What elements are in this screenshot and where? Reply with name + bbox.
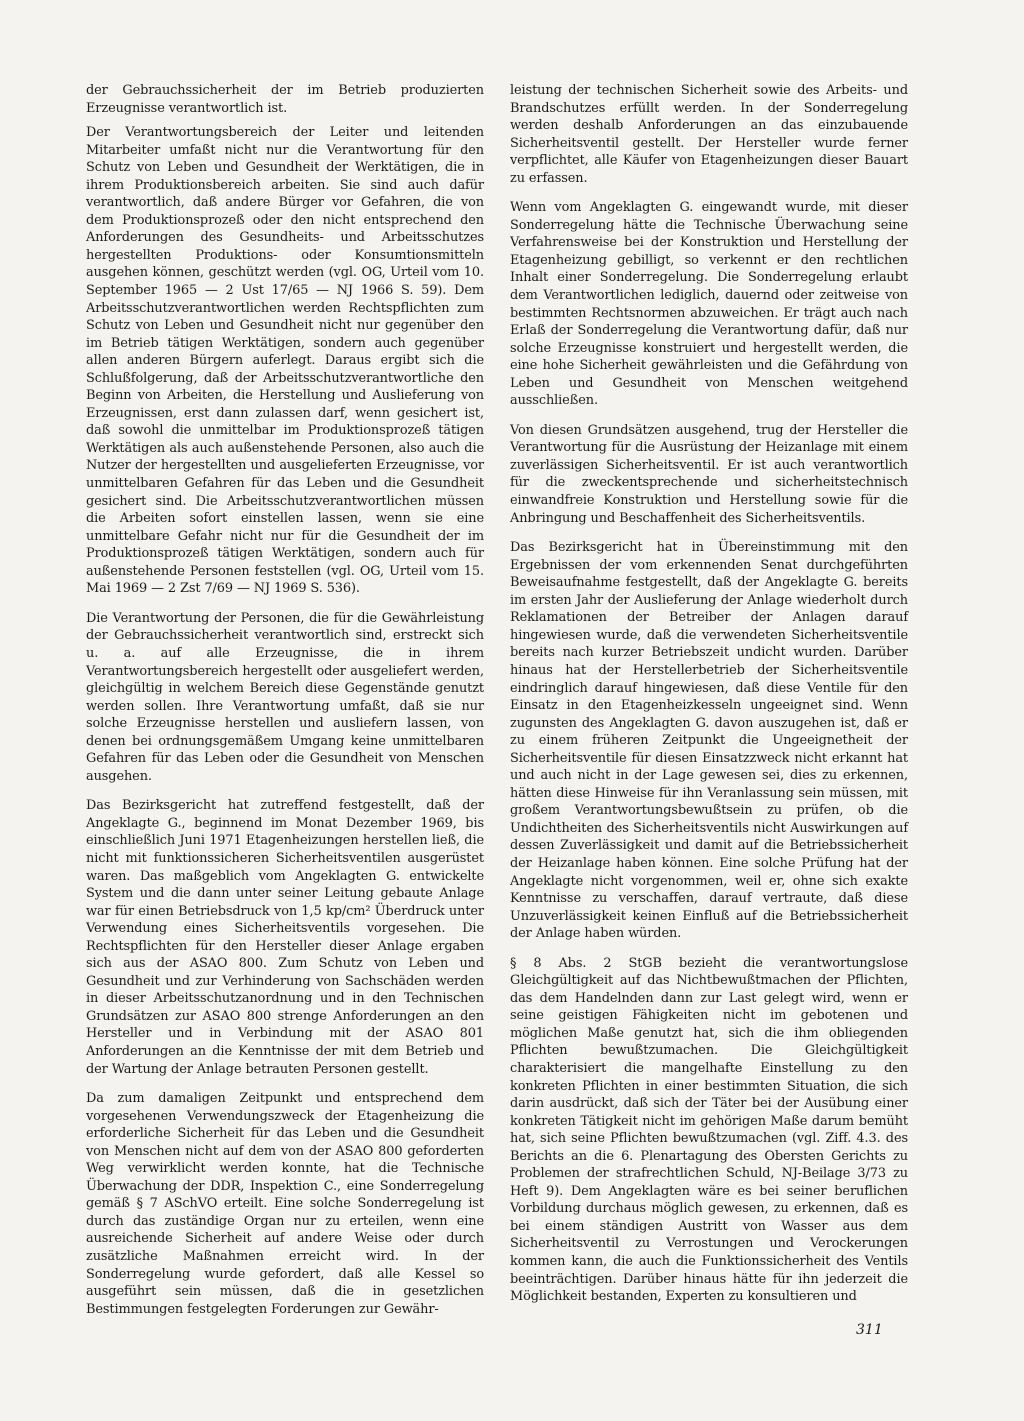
paragraph: Das Bezirksgericht hat in Übereinstimmung mit den Ergebnissen der vom erkennenden Senat durchgeführten Beweisaufnahme festgestellt, daß der Angeklagte G. bereits im ersten Jahr der Auslieferung der Anlage wiederholt durch Reklamationen der Betreiber der Anlagen darauf hingewiesen wurde, daß die verwendeten Sicherheitsventile bereits nach kurzer Betriebszeit undicht wurden. Darüber hinaus hat der Herstellerbetrieb der Sicherheitsventile eindringlich darauf hingewiesen, daß diese Ventile für den Einsatz in den Etagenheizkesseln ungeeignet sind. Wenn zugunsten des Angeklagten G. davon auszugehen ist, daß er zu einem früheren Zeitpunkt die Ungeeignetheit der Sicherheitsventile für diesen Einsatzzweck nicht erkannt hat und auch nicht in der Lage gewesen sei, dies zu erkennen, hätten diese Hinweise für ihn Veranlassung sein müssen, mit großem Verantwortungsbewußtsein zu prüfen, ob die Undichtheiten des Sicherheitsventils nicht Auswirkungen auf dessen Zuverlässigkeit und damit auf die Betriebssicherheit der Heizanlage haben können. Eine solche Prüfung hat der Angeklagte nicht vorgenommen, weil er, ohne sich exakte Kenntnisse zu verschaffen, darauf vertraute, daß diese Unzuverlässigkeit keinen Einfluß auf die Betriebssicherheit der Anlage haben würden. — [510, 540, 908, 942]
paragraph: Wenn vom Angeklagten G. eingewandt wurde, mit dieser Sonderregelung hätte die Technische Überwachung seine Verfahrensweise bei der Konstruktion und Herstellung der Etagenheizung gebilligt, so verkennt er den rechtlichen Inhalt einer Sonderregelung. Die Sonderregelung erlaubt dem Verantwortlichen lediglich, dauernd oder zeitweise von bestimmten Rechtsnormen abzuweichen. Er trägt auch nach Erlaß der Sonderregelung die Verantwortung dafür, daß nur solche Erzeugnisse konstruiert und hergestellt werden, die eine hohe Sicherheit gewährleisten und die Gefährdung von Leben und Gesundheit von Menschen weitgehend ausschließen. — [510, 200, 908, 409]
right-column — [510, 82, 908, 1313]
page-number: 311 — [856, 1322, 883, 1338]
paragraph: Der Verantwortungsbereich der Leiter und leitenden Mitarbeiter umfaßt nicht nur die Verantwortung für den Schutz von Leben und Gesundheit der Werktätigen, die in ihrem Produktionsbereich arbeiten. Sie sind auch dafür verantwortlich, daß andere Bürger vor Gefahren, die von dem Produktionsprozeß oder den nicht entsprechend den Anforderungen des Gesundheits- und Arbeitsschutzes hergestellten Produktions- oder Konsumtionsmitteln ausgehen können, geschützt werden (vgl. OG, Urteil vom 10. September 1965 — 2 Ust 17/65 — NJ 1966 S. 59). Dem Arbeitsschutzverantwortlichen werden Rechtspflichten zum Schutz von Leben und Gesundheit nicht nur gegenüber den im Betrieb tätigen Werktätigen, sondern auch gegenüber allen anderen Bürgern auferlegt. Daraus ergibt sich die Schlußfolgerung, daß der Arbeitsschutzverantwortliche den Beginn von Arbeiten, die Herstellung und Auslieferung von Erzeugnissen, erst dann zulassen darf, wenn gesichert ist, daß sowohl die unmittelbar im Produktionsprozeß tätigen Werktätigen als auch außenstehende Personen, also auch die Nutzer der hergestellten und ausgelieferten Erzeugnisse, vor unmittelbaren Gefahren für das Leben und die Gesundheit gesichert sind. Die Arbeitsschutzverantwortlichen müssen die Arbeiten sofort einstellen lassen, wenn sie eine unmittelbare Gefahr nicht nur für die Gesundheit der im Produktionsprozeß tätigen Werktätigen, sondern auch für außenstehende Personen feststellen (vgl. OG, Urteil vom 15. Mai 1969 — 2 Zst 7/69 — NJ 1969 S. 536). — [86, 125, 484, 597]
paragraph: leistung der technischen Sicherheit sowie des Arbeits- und Brandschutzes erfüllt werden. In der Sonderregelung werden deshalb Anforderungen an das einzubauende Sicherheitsventil gestellt. Der Hersteller wurde ferner verpflichtet, alle Käufer von Etagenheizungen dieser Bauart zu erfassen. — [510, 83, 908, 186]
paragraph: Da zum damaligen Zeitpunkt und entsprechend dem vorgesehenen Verwendungszweck der Etagenheizung die erforderliche Sicherheit für das Leben und die Gesundheit von Menschen nicht auf dem von der ASAO 800 geforderten Weg verwirklicht werden konnte, hat die Technische Überwachung der DDR, Inspektion C., eine Sonderregelung gemäß § 7 ASchVO erteilt. Eine solche Sonderregelung ist durch das zuständige Organ nur zu erteilen, wenn eine ausreichende Sicherheit auf andere Weise oder durch zusätzliche Maßnahmen erreicht wird. In der Sonderregelung wurde gefordert, daß alle Kessel so ausgeführt sein müssen, daß die in gesetzlichen Bestimmungen festgelegten Forderungen zur Gewähr- — [86, 1091, 484, 1317]
paragraph: der Gebrauchssicherheit der im Betrieb produzierten Erzeugnisse verantwortlich ist. — [86, 83, 484, 116]
paragraph: Das Bezirksgericht hat zutreffend festgestellt, daß der Angeklagte G., beginnend im Monat Dezember 1969, bis einschließlich Juni 1971 Etagenheizungen herstellen ließ, die nicht mit funktionssicheren Sicherheitsventilen ausgerüstet waren. Das maßgeblich vom Angeklagten G. entwickelte System und die dann unter seiner Leitung gebaute Anlage war für einen Betriebsdruck von 1,5 kp/cm² Überdruck unter Verwendung eines Sicherheitsventils vorgesehen. Die Rechtspflichten für den Hersteller dieser Anlage ergaben sich aus der ASAO 800. Zum Schutz von Leben und Gesundheit und zur Verhinderung von Sachschäden werden in dieser Arbeitsschutzanordnung und in den Technischen Grundsätzen zur ASAO 800 strenge Anforderungen an den Hersteller und in Verbindung mit der ASAO 801 Anforderungen an die Kenntnisse der mit dem Betrieb und der Wartung der Anlage betrauten Personen gestellt. — [86, 798, 484, 1077]
paragraph: Die Verantwortung der Personen, die für die Gewährleistung der Gebrauchssicherheit verantwortlich sind, erstreckt sich u. a. auf alle Erzeugnisse, die in ihrem Verantwortungsbereich hergestellt oder ausgeliefert werden, gleichgültig in welchem Bereich diese Gegenstände genutzt werden sollen. Ihre Verantwortung umfaßt, daß sie nur solche Erzeugnisse herstellen und ausliefern lassen, von denen bei ordnungsgemäßem Umgang keine unmittelbaren Gefahren für das Leben oder die Gesundheit von Menschen ausgehen. — [86, 610, 484, 784]
paragraph: Von diesen Grundsätzen ausgehend, trug der Hersteller die Verantwortung für die Ausrüstung der Heizanlage mit einem zuverlässigen Sicherheitsventil. Er ist auch verantwortlich für die zweckentsprechende und sicherheitstechnisch einwandfreie Konstruktion und Herstellung sowie für die Anbringung und Beschaffenheit des Sicherheitsventils. — [510, 422, 908, 526]
left-column — [86, 82, 484, 1325]
paragraph: § 8 Abs. 2 StGB bezieht die verantwortungslose Gleichgültigkeit auf das Nichtbewußtmachen der Pflichten, das dem Handelnden dann zur Last gelegt wird, wenn er seine geistigen Fähigkeiten nicht im gebotenen und möglichen Maße genutzt hat, sich die ihm obliegenden Pflichten bewußtzumachen. Die Gleichgültigkeit charakterisiert die mangelhafte Einstellung zu den konkreten Pflichten in einer bestimmten Situation, die sich darin ausdrückt, daß sich der Täter bei der Ausübung einer konkreten Tätigkeit nicht im gehörigen Maße darum bemüht hat, sich seine Pflichten bewußtzumachen (vgl. Ziff. 4.3. des Berichts an die 6. Plenartagung des Obersten Gerichts zu Problemen der strafrechtlichen Schuld, NJ-Beilage 3/73 zu Heft 9). Dem Angeklagten wäre es bei seiner beruflichen Vorbildung durchaus möglich gewesen, zu erkennen, daß es bei einem ständigen Austritt von Wasser aus dem Sicherheitsventil zu Verrostungen und Verockerungen kommen kann, die auch die Funktionssicherheit des Ventils beeinträchtigen. Darüber hinaus hätte für ihn jederzeit die Möglichkeit bestanden, Experten zu konsultieren und — [510, 955, 908, 1305]
